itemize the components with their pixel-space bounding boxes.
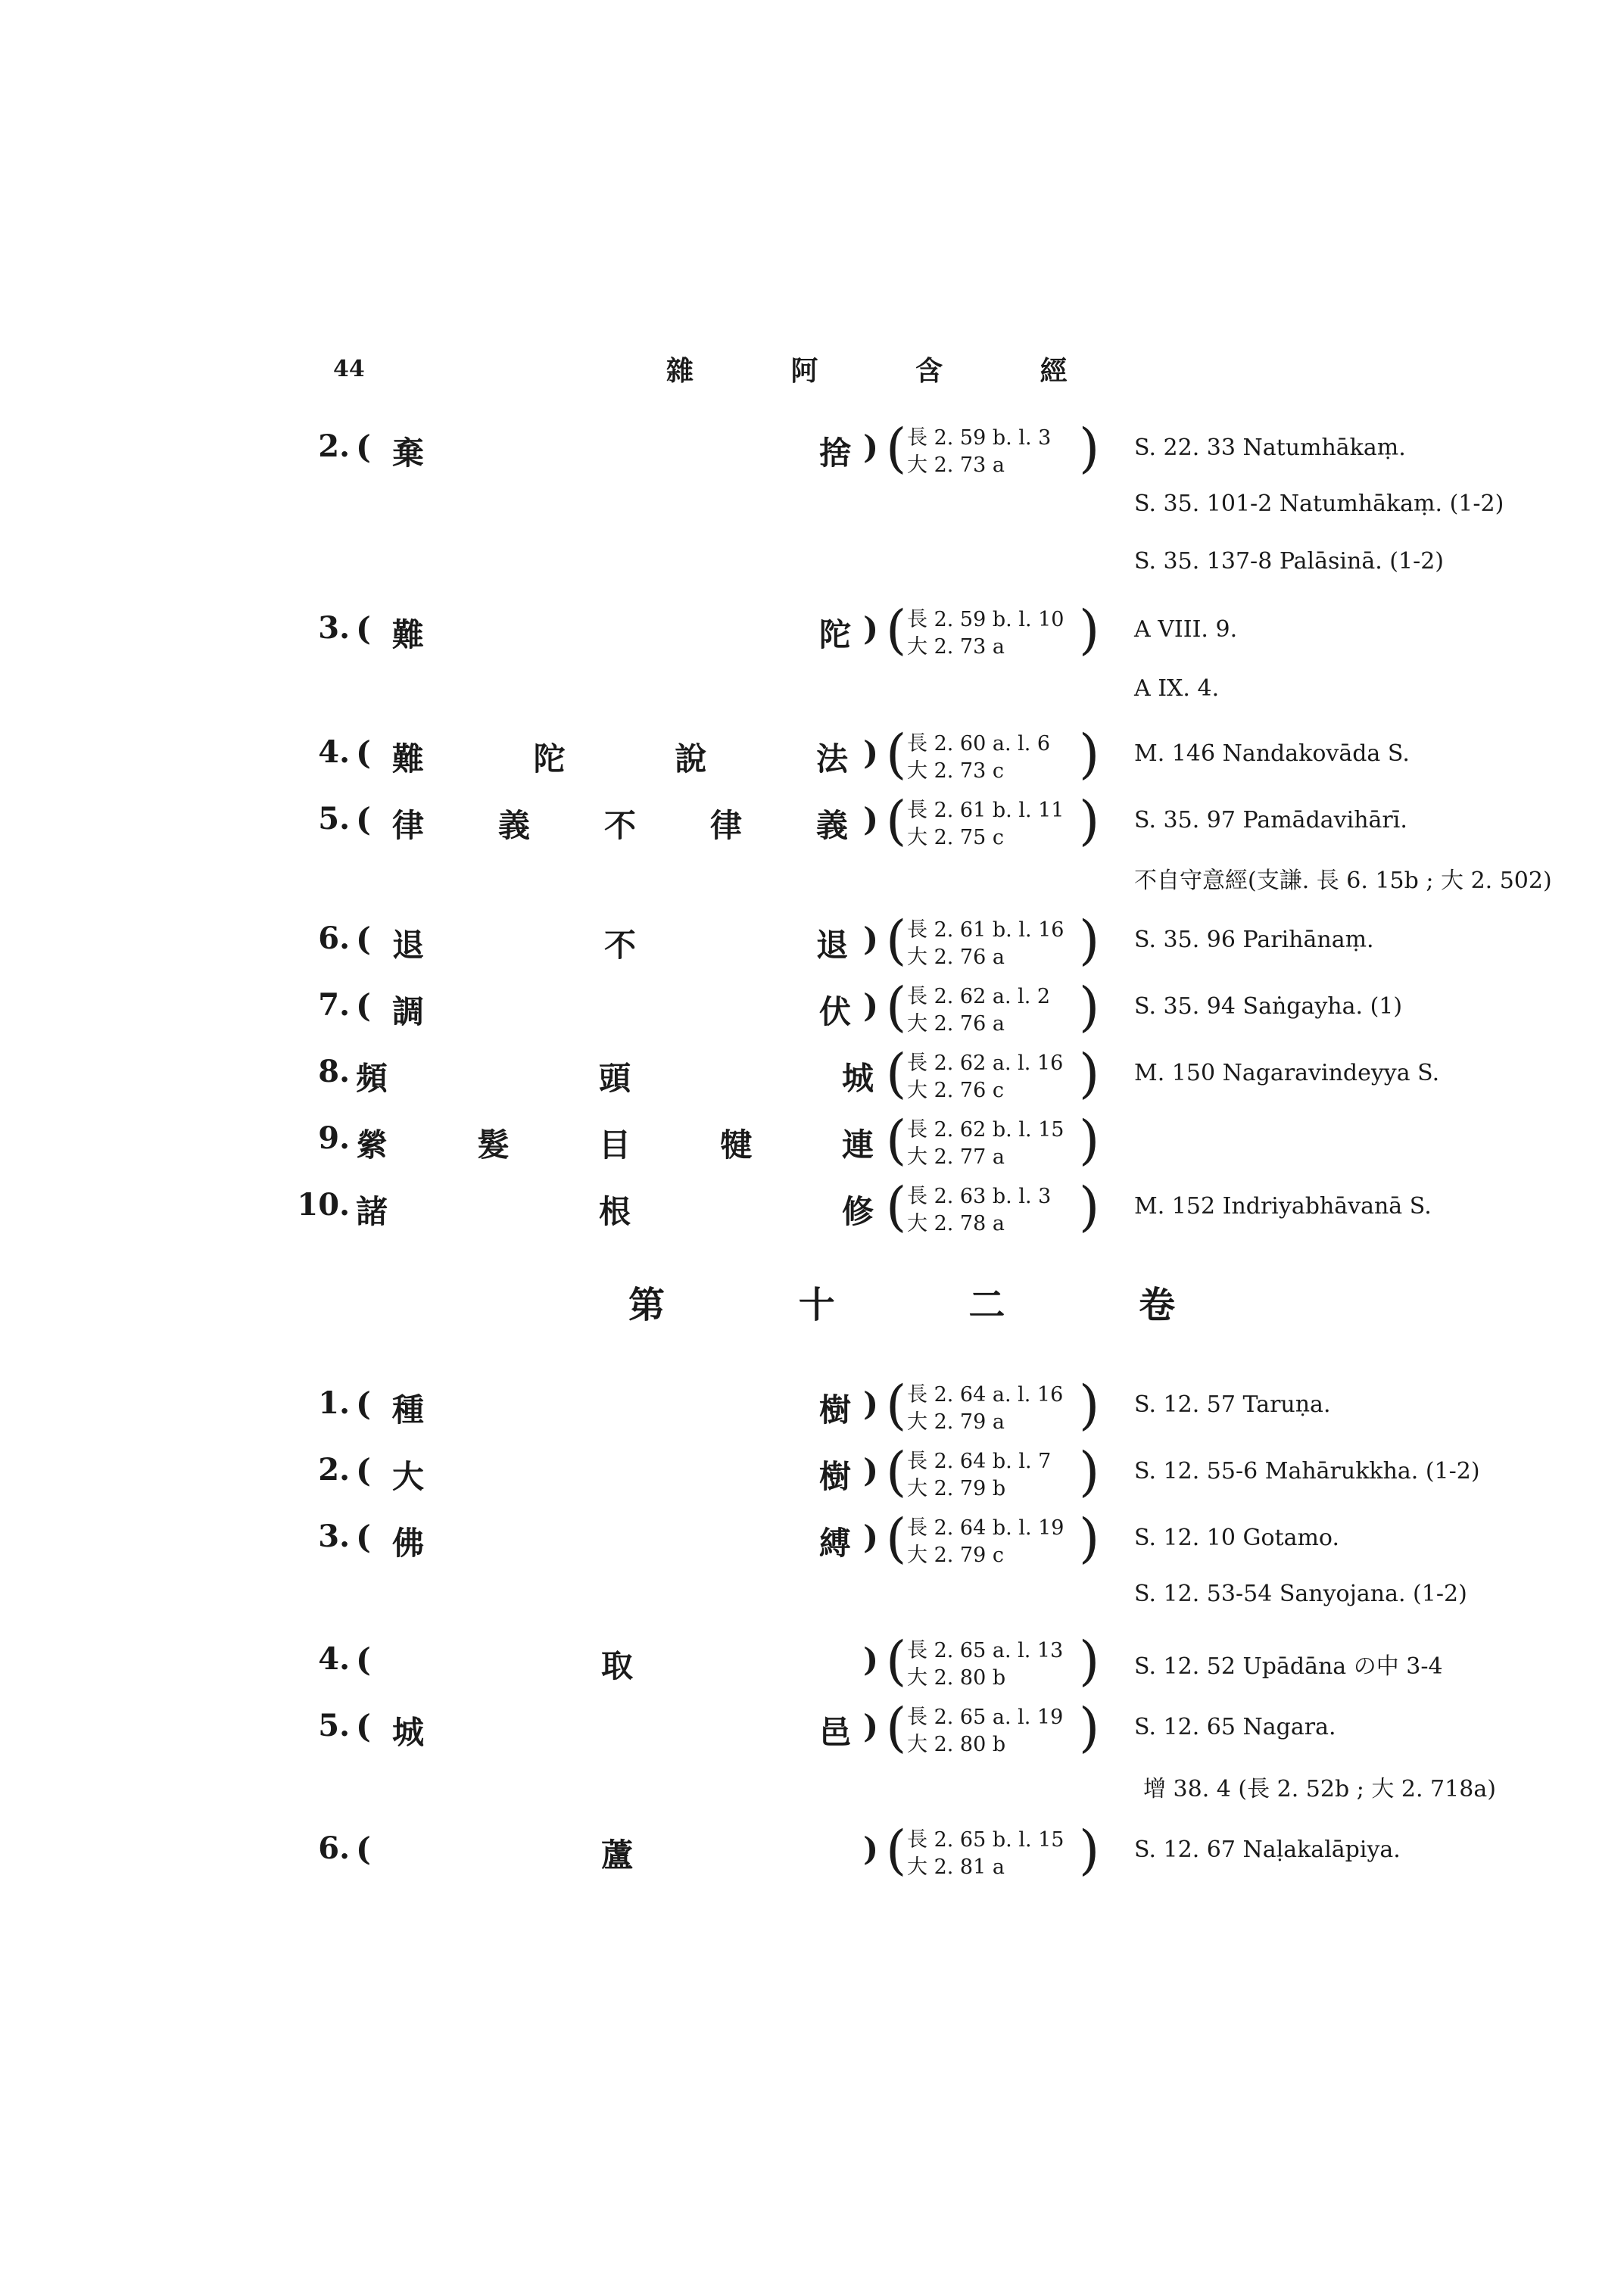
entry-title [356, 425, 878, 471]
open-paren: ( [356, 1708, 371, 1745]
open-paren: ( [356, 921, 371, 958]
brace-right: ) [1079, 1441, 1100, 1503]
pali-parallel: S. 12. 52 Upādāna の中 3-4 [1134, 1653, 1443, 1680]
open-paren: ( [356, 987, 371, 1024]
title-char: 律 [709, 807, 742, 844]
title-char: 佛 [392, 1525, 425, 1562]
reference-line: 大 2. 73 a [907, 453, 1005, 477]
reference-line: 大 2. 73 c [907, 759, 1004, 783]
entry-title [356, 607, 878, 653]
brace-left: ( [886, 790, 907, 852]
page-number: 44 [333, 356, 365, 382]
title-char: 樹 [818, 1391, 851, 1428]
sutra-entry [288, 1505, 1408, 1573]
pali-parallel: S. 22. 33 Natumhākaṃ. [1134, 435, 1406, 461]
reference-line: 大 2. 81 a [907, 1855, 1005, 1879]
entry-title [356, 1516, 878, 1561]
close-paren: ) [863, 1452, 878, 1489]
reference-line: 大 2. 73 a [907, 635, 1005, 659]
title-char: 諸 [356, 1193, 388, 1230]
title-char: 不 [603, 927, 636, 964]
reference-line: 長 2. 62 a. l. 16 [907, 1051, 1064, 1075]
entry-title [356, 984, 878, 1030]
title-char: 樹 [818, 1458, 851, 1495]
open-paren: ( [356, 1519, 371, 1556]
entry-title [356, 1449, 878, 1494]
open-paren: ( [356, 610, 371, 647]
title-char: 律 [392, 807, 425, 844]
title-char: 修 [841, 1193, 874, 1230]
brace-left: ( [886, 1696, 907, 1759]
sutra-entry [288, 787, 1408, 855]
brace-left: ( [886, 1819, 907, 1881]
close-paren: ) [863, 428, 878, 466]
volume-reference [886, 1441, 1113, 1505]
title-char: 目 [598, 1126, 631, 1164]
title-char: 縈 [356, 1126, 388, 1164]
brace-left: ( [886, 1441, 907, 1503]
brace-right: ) [1079, 417, 1100, 479]
reference-line: 大 2. 80 b [907, 1666, 1006, 1690]
entry-number: 8. [318, 1054, 350, 1089]
pali-parallel: S. 35. 97 Pamādavihārī. [1134, 807, 1407, 833]
reference-line: 大 2. 80 b [907, 1733, 1006, 1756]
entry-number: 7. [318, 987, 350, 1023]
volume-reference [886, 1820, 1113, 1883]
title-char: 說 [675, 740, 707, 777]
entry-title [356, 731, 878, 777]
title-char: 邑 [818, 1714, 851, 1751]
sutra-entry [288, 1040, 1440, 1108]
reference-line: 長 2. 65 b. l. 15 [907, 1828, 1064, 1852]
title-char: 調 [392, 993, 425, 1030]
sutra-entry [288, 974, 1408, 1042]
volume-reference [886, 600, 1113, 663]
volume-reference [886, 790, 1113, 854]
brace-right: ) [1079, 909, 1100, 971]
reference-line: 大 2. 77 a [907, 1145, 1005, 1169]
open-paren: ( [356, 428, 371, 466]
reference-line: 長 2. 62 b. l. 15 [907, 1118, 1064, 1142]
brace-right: ) [1079, 1042, 1100, 1104]
chinese-parallel-extra: 增 38. 4 (長 2. 52b ; 大 2. 718a) [1143, 1776, 1496, 1802]
pali-parallel: M. 152 Indriyabhāvanā S. [1134, 1193, 1432, 1220]
entry-title [356, 1051, 878, 1096]
sutra-entry [288, 1372, 1408, 1440]
volume-reference [886, 1508, 1113, 1572]
title-char: 伏 [818, 993, 851, 1030]
brace-left: ( [886, 1042, 907, 1104]
title-char: 連 [841, 1126, 874, 1164]
brace-right: ) [1079, 599, 1100, 661]
sutra-entry [288, 1817, 1408, 1885]
reference-line: 大 2. 79 a [907, 1410, 1005, 1434]
volume-reference [886, 977, 1113, 1040]
reference-line: 長 2. 60 a. l. 6 [907, 732, 1051, 756]
sutra-entry [288, 1694, 1408, 1762]
entry-title [356, 798, 878, 843]
brace-left: ( [886, 1176, 907, 1238]
title-char: 頻 [356, 1060, 388, 1097]
reference-line: 長 2. 64 b. l. 7 [907, 1450, 1052, 1473]
title-chars [392, 801, 848, 846]
pali-parallel-extra: S. 35. 137-8 Palāsinā. (1-2) [1134, 548, 1445, 575]
section-heading: 第 十 二 卷 [628, 1284, 1236, 1326]
reference-line: 大 2. 75 c [907, 826, 1004, 849]
reference-line: 長 2. 61 b. l. 11 [907, 799, 1064, 822]
open-paren: ( [356, 1452, 371, 1489]
volume-reference [886, 910, 1113, 974]
entry-title [356, 1184, 878, 1229]
volume-reference [886, 1110, 1113, 1173]
entry-number: 4. [318, 734, 350, 770]
title-char: 難 [392, 616, 425, 653]
pali-parallel: M. 150 Nagaravindeyya S. [1134, 1060, 1440, 1086]
reference-line: 長 2. 59 b. l. 3 [907, 426, 1052, 450]
pali-parallel: S. 35. 96 Parihānaṃ. [1134, 927, 1374, 953]
brace-left: ( [886, 1109, 907, 1171]
brace-right: ) [1079, 790, 1100, 852]
brace-right: ) [1079, 723, 1100, 785]
sutra-entry [288, 721, 1408, 789]
pali-parallel: S. 12. 65 Nagara. [1134, 1714, 1336, 1740]
close-paren: ) [863, 1830, 878, 1868]
reference-line: 長 2. 63 b. l. 3 [907, 1185, 1052, 1208]
sutra-entry [288, 597, 1408, 665]
entry-number: 2. [318, 428, 350, 464]
title-char: 退 [815, 927, 848, 964]
close-paren: ) [863, 801, 878, 838]
reference-line: 長 2. 65 a. l. 13 [907, 1639, 1064, 1662]
entry-title [356, 918, 878, 963]
reference-line: 長 2. 62 a. l. 2 [907, 985, 1051, 1008]
title-char: 難 [392, 740, 425, 777]
title-char: 大 [392, 1458, 425, 1495]
reference-line: 大 2. 76 c [907, 1079, 1004, 1102]
entry-number: 5. [318, 801, 350, 837]
volume-reference [886, 418, 1113, 481]
chinese-parallel-extra: 不自守意經(支謙. 長 6. 15b ; 大 2. 502) [1134, 868, 1552, 894]
brace-left: ( [886, 599, 907, 661]
brace-left: ( [886, 1630, 907, 1692]
brace-right: ) [1079, 1819, 1100, 1881]
reference-line: 長 2. 59 b. l. 10 [907, 608, 1064, 631]
brace-right: ) [1079, 1176, 1100, 1238]
title-char: 頭 [598, 1060, 631, 1097]
close-paren: ) [863, 610, 878, 647]
volume-reference [886, 1043, 1113, 1107]
entry-number: 9. [318, 1120, 350, 1156]
sutra-entry [288, 1438, 1480, 1506]
pali-parallel: S. 12. 57 Taruṇa. [1134, 1391, 1331, 1418]
running-title: 雜 阿 含 經 [666, 355, 1111, 387]
reference-line: 大 2. 79 b [907, 1477, 1006, 1500]
title-chars [356, 1187, 874, 1232]
pali-parallel-extra: A IX. 4. [1134, 675, 1220, 702]
reference-line: 大 2. 79 c [907, 1544, 1004, 1567]
reference-line: 大 2. 76 a [907, 946, 1005, 969]
title-char: 義 [497, 807, 530, 844]
reference-line: 長 2. 64 b. l. 19 [907, 1516, 1064, 1540]
brace-left: ( [886, 909, 907, 971]
reference-line: 長 2. 64 a. l. 16 [907, 1383, 1064, 1407]
volume-reference [886, 1697, 1113, 1761]
pali-parallel-extra: S. 12. 53-54 Sanyojana. (1-2) [1134, 1581, 1467, 1607]
entry-title [356, 1705, 878, 1750]
entry-number: 5. [318, 1708, 350, 1743]
title-char: 陀 [533, 740, 566, 777]
close-paren: ) [863, 987, 878, 1024]
brace-right: ) [1079, 1696, 1100, 1759]
entry-number: 4. [318, 1641, 350, 1677]
close-paren: ) [863, 921, 878, 958]
volume-reference [886, 1375, 1113, 1438]
title-char: 城 [841, 1060, 874, 1097]
title-chars [392, 921, 848, 966]
brace-right: ) [1079, 1374, 1100, 1436]
reference-line: 大 2. 78 a [907, 1212, 1005, 1235]
volume-reference [886, 1631, 1113, 1694]
open-paren: ( [356, 1385, 371, 1422]
sutra-entry [288, 415, 1408, 483]
brace-right: ) [1079, 1109, 1100, 1171]
reference-line: 大 2. 76 a [907, 1012, 1005, 1036]
close-paren: ) [863, 1519, 878, 1556]
title-char: 根 [598, 1193, 631, 1230]
title-char: 不 [603, 807, 636, 844]
title-char: 種 [392, 1391, 425, 1428]
title-char: 退 [392, 927, 425, 964]
sutra-entry [288, 1107, 1408, 1175]
volume-reference [886, 1176, 1113, 1240]
entry-title [356, 1638, 878, 1684]
title-chars [392, 734, 848, 780]
pali-parallel: S. 35. 94 Saṅgayha. (1) [1134, 993, 1403, 1020]
title-char: 取 [600, 1647, 633, 1684]
volume-reference [886, 724, 1113, 787]
title-char: 義 [815, 807, 848, 844]
brace-left: ( [886, 417, 907, 479]
pali-parallel: M. 146 Nandakovāda S. [1134, 740, 1410, 767]
title-char: 髮 [477, 1126, 510, 1164]
entry-title [356, 1827, 878, 1873]
reference-line: 長 2. 61 b. l. 16 [907, 918, 1064, 942]
pali-parallel: A VIII. 9. [1134, 616, 1238, 643]
entry-number: 6. [318, 921, 350, 956]
close-paren: ) [863, 1385, 878, 1422]
brace-left: ( [886, 976, 907, 1038]
title-char: 城 [392, 1714, 425, 1751]
entry-number: 10. [297, 1187, 350, 1223]
title-chars [356, 1120, 874, 1166]
brace-right: ) [1079, 1630, 1100, 1692]
close-paren: ) [863, 1708, 878, 1745]
pali-parallel: S. 12. 55-6 Mahārukkha. (1-2) [1134, 1458, 1480, 1485]
brace-right: ) [1079, 976, 1100, 1038]
close-paren: ) [863, 1641, 878, 1678]
pali-parallel: S. 12. 67 Naḷakalāpiya. [1134, 1837, 1401, 1863]
close-paren: ) [863, 734, 878, 771]
title-char: 法 [815, 740, 848, 777]
entry-number: 2. [318, 1452, 350, 1488]
sutra-entry [288, 1628, 1443, 1696]
entry-number: 3. [318, 1519, 350, 1554]
sutra-entry [288, 907, 1408, 975]
title-chars [356, 1054, 874, 1099]
entry-title [356, 1382, 878, 1428]
sutra-entry [288, 1173, 1432, 1242]
entry-number: 6. [318, 1830, 350, 1866]
title-char: 蘆 [600, 1837, 633, 1874]
title-char: 犍 [720, 1126, 753, 1164]
open-paren: ( [356, 734, 371, 771]
open-paren: ( [356, 801, 371, 838]
title-char: 棄 [392, 435, 425, 472]
title-char: 縛 [818, 1525, 851, 1562]
pali-parallel-extra: S. 35. 101-2 Natumhākaṃ. (1-2) [1134, 491, 1504, 517]
brace-left: ( [886, 1374, 907, 1436]
entry-number: 1. [318, 1385, 350, 1421]
title-char: 捨 [818, 435, 851, 472]
open-paren: ( [356, 1830, 371, 1868]
open-paren: ( [356, 1641, 371, 1678]
brace-left: ( [886, 723, 907, 785]
brace-left: ( [886, 1507, 907, 1569]
pali-parallel: S. 12. 10 Gotamo. [1134, 1525, 1339, 1551]
entry-number: 3. [318, 610, 350, 646]
title-char: 陀 [818, 616, 851, 653]
entry-title [356, 1117, 878, 1163]
brace-right: ) [1079, 1507, 1100, 1569]
reference-line: 長 2. 65 a. l. 19 [907, 1706, 1064, 1729]
